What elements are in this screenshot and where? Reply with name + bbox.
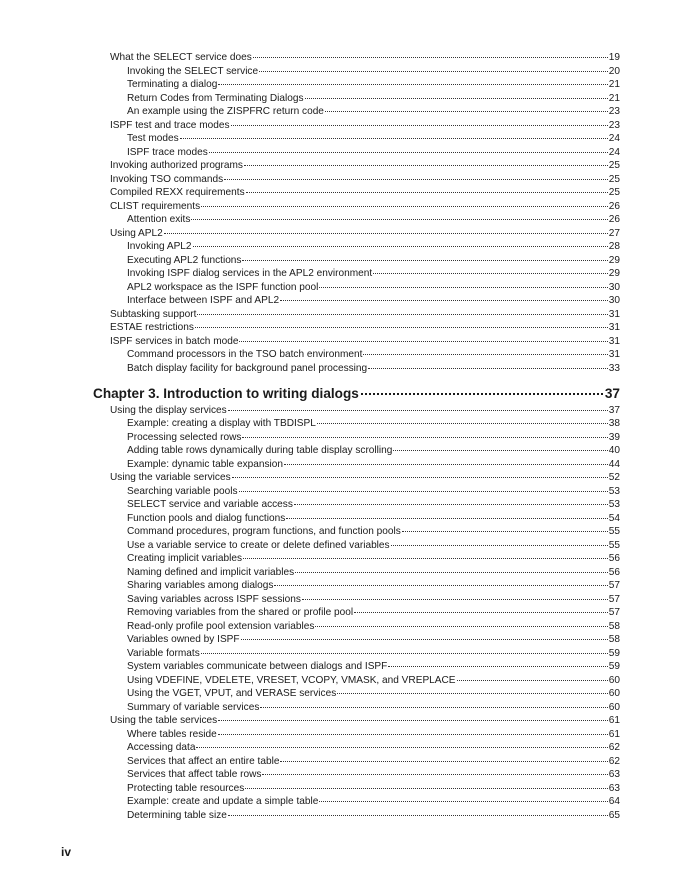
dot-leader bbox=[337, 693, 608, 694]
toc-entry-title: Using the VGET, VPUT, and VERASE services bbox=[127, 688, 337, 699]
toc-entry-page: 40 bbox=[608, 445, 620, 456]
dot-leader bbox=[239, 341, 607, 342]
toc-entry[interactable] bbox=[0, 159, 680, 173]
toc-entry-page: 62 bbox=[608, 742, 620, 753]
dot-leader bbox=[180, 138, 608, 139]
toc-entry-title: Test modes bbox=[127, 133, 179, 144]
toc-entry-title: An example using the ZISPFRC return code bbox=[127, 106, 324, 117]
toc-entry[interactable] bbox=[0, 51, 680, 65]
toc-entry[interactable] bbox=[0, 65, 680, 79]
toc-entry-title: Return Codes from Terminating Dialogs bbox=[127, 92, 304, 104]
toc-entry-title: Searching variable pools bbox=[127, 485, 238, 497]
dot-leader bbox=[224, 179, 608, 180]
toc-entry-page: 57 bbox=[608, 580, 620, 591]
toc-entry-page: 61 bbox=[608, 728, 620, 740]
toc-entry-page: 26 bbox=[608, 214, 620, 225]
toc-entry-page: 23 bbox=[608, 106, 620, 117]
toc-entry[interactable] bbox=[0, 485, 680, 499]
dot-leader bbox=[191, 219, 607, 220]
toc-entry[interactable] bbox=[0, 431, 680, 445]
toc-entry[interactable] bbox=[0, 782, 680, 796]
toc-entry-page: 64 bbox=[608, 796, 620, 807]
toc-entry[interactable] bbox=[0, 701, 680, 715]
toc-entry[interactable] bbox=[0, 471, 680, 485]
dot-leader bbox=[305, 98, 608, 99]
toc-entry[interactable] bbox=[0, 687, 680, 701]
dot-leader bbox=[246, 192, 608, 193]
toc-entry-title: Services that affect table rows bbox=[127, 769, 262, 780]
toc-entry-page: 62 bbox=[608, 755, 620, 767]
toc-entry[interactable] bbox=[0, 633, 680, 647]
dot-leader bbox=[259, 71, 608, 72]
toc-entry-page: 65 bbox=[608, 809, 620, 821]
toc-entry[interactable] bbox=[0, 728, 680, 742]
toc-entry[interactable] bbox=[0, 92, 680, 106]
toc-entry[interactable] bbox=[0, 404, 680, 418]
toc-entry-title: ESTAE restrictions bbox=[110, 322, 194, 333]
toc-entry[interactable] bbox=[0, 281, 680, 295]
dot-leader bbox=[241, 639, 608, 640]
toc-entry-page: 24 bbox=[608, 146, 620, 158]
toc-entry-page: 55 bbox=[608, 539, 620, 551]
toc-entry-page: 54 bbox=[608, 512, 620, 524]
dot-leader bbox=[295, 572, 608, 573]
toc-entry-title: Example: creating a display with TBDISPL bbox=[127, 418, 316, 429]
toc-entry-page: 21 bbox=[608, 92, 620, 104]
dot-leader bbox=[286, 518, 608, 519]
toc-entry-page: 55 bbox=[608, 526, 620, 537]
toc-entry-title: Read-only profile pool extension variables bbox=[127, 620, 315, 632]
dot-leader bbox=[319, 287, 607, 288]
toc-entry-title: System variables communicate between dialogs and ISPF bbox=[127, 661, 388, 672]
toc-entry-title: Using the variable services bbox=[110, 472, 231, 483]
toc-entry-page: 25 bbox=[608, 160, 620, 171]
dot-leader bbox=[262, 774, 607, 775]
toc-entry[interactable] bbox=[0, 417, 680, 431]
toc-entry-title: Where tables reside bbox=[127, 728, 217, 740]
toc-entry[interactable] bbox=[0, 78, 680, 92]
toc-entry[interactable] bbox=[0, 240, 680, 254]
toc-entry[interactable] bbox=[0, 593, 680, 607]
toc-entry[interactable] bbox=[0, 213, 680, 227]
toc-entry-page: 38 bbox=[608, 418, 620, 429]
toc-entry[interactable] bbox=[0, 539, 680, 553]
dot-leader bbox=[196, 747, 607, 748]
toc-entry-title: Attention exits bbox=[127, 214, 191, 225]
toc-entry-title: Accessing data bbox=[127, 742, 196, 753]
toc-entry-page: 31 bbox=[608, 349, 620, 360]
toc-entry[interactable] bbox=[0, 362, 680, 376]
toc-entry-page: 33 bbox=[608, 362, 620, 374]
toc-entry[interactable] bbox=[0, 308, 680, 322]
dot-leader bbox=[218, 720, 608, 721]
dot-leader bbox=[218, 734, 608, 735]
toc-entry-page: 60 bbox=[608, 688, 620, 699]
toc-entry[interactable] bbox=[0, 741, 680, 755]
toc-entry-page: 44 bbox=[608, 458, 620, 470]
toc-entry[interactable] bbox=[0, 620, 680, 634]
toc-entry-title: ISPF test and trace modes bbox=[110, 119, 230, 131]
toc-entry-title: Processing selected rows bbox=[127, 431, 242, 443]
toc-entry-page: 58 bbox=[608, 634, 620, 645]
toc-entry[interactable] bbox=[0, 105, 680, 119]
toc-entry[interactable] bbox=[0, 119, 680, 133]
toc-entry-title: Invoking the SELECT service bbox=[127, 65, 259, 77]
toc-entry-page: 59 bbox=[608, 661, 620, 672]
toc-entry-page: 37 bbox=[608, 404, 620, 416]
toc-entry[interactable] bbox=[0, 294, 680, 308]
toc-entry-title: Determining table size bbox=[127, 809, 227, 821]
dot-leader bbox=[228, 410, 608, 411]
toc-entry-title: Saving variables across ISPF sessions bbox=[127, 593, 301, 605]
toc-entry-page: 52 bbox=[608, 472, 620, 483]
toc-entry[interactable] bbox=[0, 809, 680, 823]
toc-entry-title: Terminating a dialog bbox=[127, 79, 218, 90]
toc-entry-title: Command procedures, program functions, and function pools bbox=[127, 526, 401, 537]
toc-entry-title: Using VDEFINE, VDELETE, VRESET, VCOPY, VMASK, and VREPLACE bbox=[127, 674, 456, 686]
table-of-contents bbox=[0, 51, 680, 822]
toc-entry[interactable] bbox=[0, 795, 680, 809]
toc-entry-page: 29 bbox=[608, 268, 620, 279]
dot-leader bbox=[197, 314, 607, 315]
toc-entry[interactable] bbox=[0, 335, 680, 349]
dot-leader bbox=[231, 125, 608, 126]
toc-entry-title: Creating implicit variables bbox=[127, 553, 242, 564]
dot-leader bbox=[294, 504, 608, 505]
toc-entry[interactable] bbox=[0, 579, 680, 593]
dot-leader bbox=[402, 531, 608, 532]
toc-entry[interactable] bbox=[0, 755, 680, 769]
toc-entry-page: 20 bbox=[608, 65, 620, 77]
toc-entry-page: 26 bbox=[608, 200, 620, 212]
dot-leader bbox=[209, 152, 608, 153]
dot-leader bbox=[245, 788, 608, 789]
toc-entry-title: Services that affect an entire table bbox=[127, 755, 280, 767]
toc-entry[interactable] bbox=[0, 146, 680, 160]
dot-leader bbox=[242, 260, 607, 261]
toc-entry-page: 53 bbox=[608, 499, 620, 510]
toc-entry-title: SELECT service and variable access bbox=[127, 499, 293, 510]
toc-entry[interactable] bbox=[0, 227, 680, 241]
toc-entry[interactable] bbox=[0, 186, 680, 200]
toc-entry-page: 56 bbox=[608, 566, 620, 578]
toc-entry[interactable] bbox=[0, 674, 680, 688]
toc-entry-title: APL2 workspace as the ISPF function pool bbox=[127, 281, 319, 293]
toc-entry[interactable] bbox=[0, 348, 680, 362]
dot-leader bbox=[201, 206, 608, 207]
toc-entry[interactable] bbox=[0, 714, 680, 728]
toc-entry-title: Invoking ISPF dialog services in the APL2 environment bbox=[127, 268, 373, 279]
toc-entry-page: 58 bbox=[608, 620, 620, 632]
toc-entry-title: Using APL2 bbox=[110, 227, 163, 239]
dot-leader bbox=[393, 450, 607, 451]
dot-leader bbox=[284, 464, 608, 465]
dot-leader bbox=[228, 815, 608, 816]
dot-leader bbox=[242, 437, 607, 438]
dot-leader bbox=[260, 707, 607, 708]
toc-entry-page: 39 bbox=[608, 431, 620, 443]
toc-entry-title: Interface between ISPF and APL2 bbox=[127, 295, 280, 306]
dot-leader bbox=[325, 111, 608, 112]
toc-entry[interactable] bbox=[0, 498, 680, 512]
toc-entry-title: Sharing variables among dialogs bbox=[127, 580, 274, 591]
dot-leader bbox=[361, 393, 603, 395]
toc-entry-page: 28 bbox=[608, 241, 620, 252]
toc-entry[interactable] bbox=[0, 525, 680, 539]
toc-entry-page: 31 bbox=[608, 335, 620, 347]
dot-leader bbox=[193, 246, 608, 247]
toc-entry-title: Variable formats bbox=[127, 647, 200, 659]
toc-entry-title: Summary of variable services bbox=[127, 701, 260, 713]
toc-entry-title: Use a variable service to create or delete defined variables bbox=[127, 539, 390, 551]
dot-leader bbox=[373, 273, 608, 274]
toc-entry-page: 57 bbox=[608, 593, 620, 605]
dot-leader bbox=[243, 558, 608, 559]
toc-entry-title: Using the display services bbox=[110, 404, 227, 416]
toc-entry-page: 57 bbox=[608, 607, 620, 618]
toc-entry[interactable] bbox=[0, 660, 680, 674]
toc-chapter-entry[interactable] bbox=[0, 385, 680, 402]
toc-entry[interactable] bbox=[0, 267, 680, 281]
toc-entry-title: Executing APL2 functions bbox=[127, 254, 242, 266]
dot-leader bbox=[218, 84, 607, 85]
toc-entry-title: Protecting table resources bbox=[127, 782, 245, 794]
toc-entry[interactable] bbox=[0, 606, 680, 620]
toc-entry-page: 24 bbox=[608, 133, 620, 144]
toc-entry-title: Using the table services bbox=[110, 715, 218, 726]
dot-leader bbox=[232, 477, 608, 478]
dot-leader bbox=[354, 612, 608, 613]
toc-entry-page: 19 bbox=[608, 52, 620, 63]
toc-entry[interactable] bbox=[0, 458, 680, 472]
toc-entry-page: 60 bbox=[608, 674, 620, 686]
toc-entry-page: 25 bbox=[608, 187, 620, 198]
toc-entry-page: 63 bbox=[608, 769, 620, 780]
toc-entry-page: 63 bbox=[608, 782, 620, 794]
toc-entry[interactable] bbox=[0, 132, 680, 146]
toc-entry-page: 56 bbox=[608, 553, 620, 564]
dot-leader bbox=[274, 585, 607, 586]
toc-entry[interactable] bbox=[0, 254, 680, 268]
dot-leader bbox=[253, 57, 608, 58]
dot-leader bbox=[317, 423, 608, 424]
toc-entry-title: Compiled REXX requirements bbox=[110, 187, 245, 198]
toc-entry-page: 59 bbox=[608, 647, 620, 659]
dot-leader bbox=[363, 354, 607, 355]
toc-entry-page: 37 bbox=[604, 386, 620, 401]
toc-entry-title: CLIST requirements bbox=[110, 200, 201, 212]
dot-leader bbox=[368, 368, 608, 369]
toc-entry-title: ISPF trace modes bbox=[127, 146, 208, 158]
dot-leader bbox=[244, 165, 608, 166]
toc-entry[interactable] bbox=[0, 552, 680, 566]
toc-entry-title: Removing variables from the shared or profile pool bbox=[127, 607, 354, 618]
toc-entry-title: Command processors in the TSO batch environment bbox=[127, 349, 363, 360]
toc-entry-title: Example: dynamic table expansion bbox=[127, 458, 283, 470]
toc-entry-page: 31 bbox=[608, 322, 620, 333]
toc-entry-page: 21 bbox=[608, 79, 620, 90]
dot-leader bbox=[302, 599, 608, 600]
toc-entry-title: What the SELECT service does bbox=[110, 52, 252, 63]
dot-leader bbox=[391, 545, 608, 546]
toc-entry-title: Batch display facility for background panel processing bbox=[127, 362, 368, 374]
toc-entry[interactable] bbox=[0, 512, 680, 526]
dot-leader bbox=[280, 300, 608, 301]
toc-entry-page: 53 bbox=[608, 485, 620, 497]
dot-leader bbox=[457, 680, 608, 681]
toc-entry[interactable] bbox=[0, 444, 680, 458]
toc-entry-title: Example: create and update a simple table bbox=[127, 796, 319, 807]
toc-entry[interactable] bbox=[0, 321, 680, 335]
toc-entry-title: Function pools and dialog functions bbox=[127, 512, 286, 524]
dot-leader bbox=[195, 327, 608, 328]
toc-entry-page: 27 bbox=[608, 227, 620, 239]
dot-leader bbox=[280, 761, 607, 762]
toc-entry-title: Chapter 3. Introduction to writing dialogs bbox=[93, 386, 359, 401]
dot-leader bbox=[201, 653, 608, 654]
toc-entry[interactable] bbox=[0, 647, 680, 661]
toc-entry-title: Naming defined and implicit variables bbox=[127, 566, 295, 578]
dot-leader bbox=[239, 491, 608, 492]
toc-entry-title: Subtasking support bbox=[110, 308, 197, 320]
toc-entry-title: Adding table rows dynamically during table display scrolling bbox=[127, 445, 393, 456]
toc-entry-page: 30 bbox=[608, 281, 620, 293]
toc-entry-page: 29 bbox=[608, 254, 620, 266]
toc-entry-title: Variables owned by ISPF bbox=[127, 634, 240, 645]
toc-entry[interactable] bbox=[0, 200, 680, 214]
toc-entry-page: 25 bbox=[608, 173, 620, 185]
toc-entry-title: Invoking TSO commands bbox=[110, 173, 224, 185]
dot-leader bbox=[319, 801, 607, 802]
dot-leader bbox=[388, 666, 607, 667]
toc-entry-page: 30 bbox=[608, 295, 620, 306]
toc-entry-page: 23 bbox=[608, 119, 620, 131]
dot-leader bbox=[164, 233, 608, 234]
page-number: iv bbox=[61, 845, 72, 859]
toc-entry-title: Invoking APL2 bbox=[127, 241, 192, 252]
toc-entry-title: Invoking authorized programs bbox=[110, 160, 243, 171]
toc-entry-page: 61 bbox=[608, 715, 620, 726]
toc-entry-title: ISPF services in batch mode bbox=[110, 335, 239, 347]
toc-entry-page: 60 bbox=[608, 701, 620, 713]
dot-leader bbox=[315, 626, 607, 627]
toc-entry[interactable] bbox=[0, 768, 680, 782]
toc-entry-page: 31 bbox=[608, 308, 620, 320]
toc-entry[interactable] bbox=[0, 566, 680, 580]
toc-entry[interactable] bbox=[0, 173, 680, 187]
